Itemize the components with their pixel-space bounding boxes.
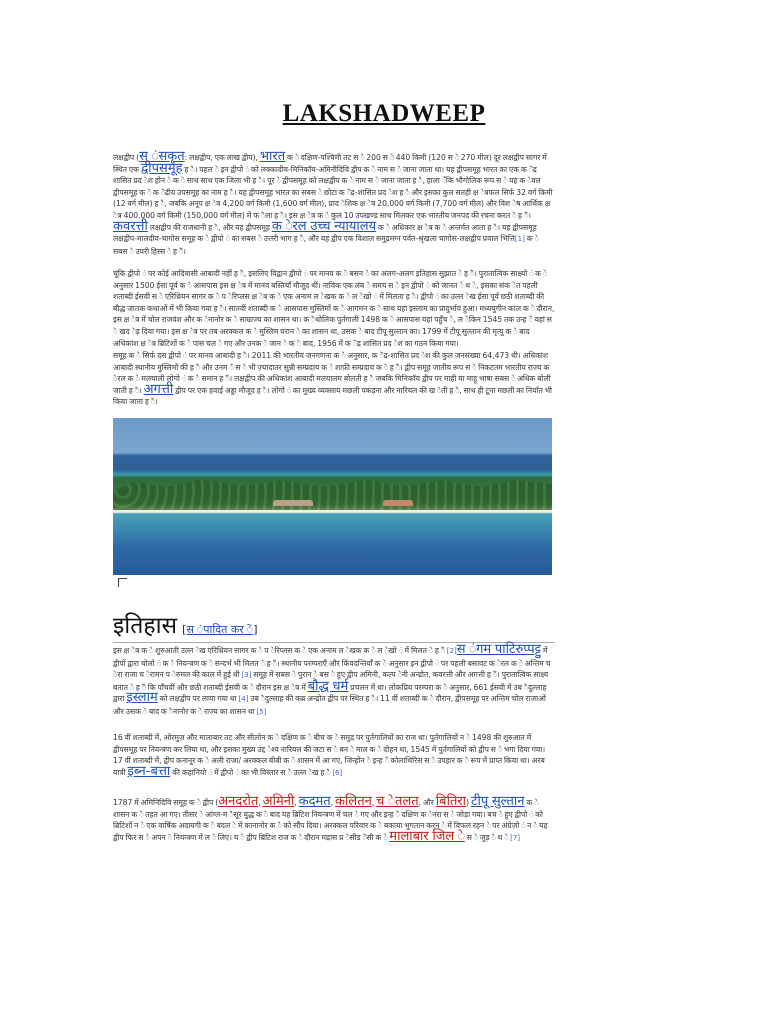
missing-article-link[interactable]: बितिरा: [435, 794, 467, 809]
text-run: लक्षद्वीप (: [113, 153, 140, 162]
text-run: 16 वीं शताब्दी में, ओरमुज़ और मालाबार तट और सीलोन क े दक्षिण क े बीच क े समुद्र पर पुर्तगालियों का राज था। पुर्तगालियों न े 1498 की शुरुआत में द्वीपसमूह पर नियन्त्रण कर लिया था, और इसका मुख्य उद्द ेश्य नारियल की जटा स े बन े माल क े दोहन था, 1545 में पुर्तगालियों को द्वीप स े भगा दिया गया। 17 वीं शताब्दी में, द्वीप कनानूर क े अली राजा/ अरक्कल बीबी क े शासन में आ गए, जिन्होंन े इन्ह ें कोलाथिरिस स े उपहार क े रूप में प्राप्त किया था। अरब यात्री: [113, 733, 546, 777]
wiki-link[interactable]: इब्न-बत्ता: [127, 763, 171, 779]
wiki-link[interactable]: स ंसकृत: [139, 149, 185, 164]
text-run: इस क्ष ेत्र क े शुरुआती उल्ल ेख एरिथ्रियन सागर क े प ेरिप्लस क े एक अनाम ल ेखक क े ल ेखो ं में मिलत े ह ैं: [113, 646, 447, 655]
text-run: ): [466, 798, 471, 807]
text-run: समूह क े सिर्फ दस द्वीपो ं पर मानव आबादी ह ै। 2011 की भारतीय जनगणना क े अनुसार, क ेंद्र-शासित प्रद ेश की कुल जनसंख्या 64,473 थी। अधिकांश आबादी स्थानीय मुस्लिमों की ह ै और उनम ें स े भी ज़्यादातर सुन्नी सम्प्रदाय क े शाफ़ी सम्प्रदाय क े ह ैं। द्वीप समूह जातीय रूप स े निकटतम भारतीय राज्य क ेरल क े मलयाली लोगो ं क े समान ह ैं। लक्षद्वीप की अधिकांश आबादी मलयालम बोलती ह ै जबकि मिनिकॉय द्वीप पर माही या माहू भाषा सबस े अधिक बोली जाती ह ै।: [113, 351, 551, 395]
text-run: , और: [418, 798, 436, 807]
edit-label[interactable]: स ंपादित कर ें: [186, 623, 254, 636]
wiki-link[interactable]: स ंगम पाटिरुप्पट्टु: [456, 642, 542, 657]
missing-article-link[interactable]: मालाबार जिल े: [389, 828, 465, 844]
missing-article-link[interactable]: च ेतलत: [376, 794, 419, 809]
bracket-open: [: [182, 623, 187, 636]
wiki-link[interactable]: कदमत: [298, 794, 331, 809]
wiki-link[interactable]: क ेरल उच्च न्यायालय: [271, 218, 377, 234]
missing-article-link[interactable]: कलितन: [335, 794, 372, 809]
reference-marker[interactable]: [7]: [510, 833, 521, 842]
text-run: ,: [371, 798, 377, 807]
building: [273, 500, 313, 506]
text-run: क े सबस े उपरी हिस्स े ह ैं।: [113, 234, 539, 256]
reference-marker[interactable]: [4]: [238, 695, 249, 704]
lakshadweep-island-photo: [113, 418, 552, 575]
missing-article-link[interactable]: अमिनी: [262, 794, 295, 809]
enlarge-image-icon[interactable]: [118, 578, 127, 587]
building: [383, 500, 413, 506]
text-run: लक्षद्वीप की राजधानी ह ै, और यह द्वीपसमूह: [147, 222, 272, 232]
palm-trees: [113, 478, 552, 510]
text-run: उब ैदुल्लाह की कब्र अन्द्रोत द्वीप पर स्थित ह ै। 11 वीं शताब्दी क े दौरान, द्वीपसमूह पर अन्तिम चोल राजाओं और उसक े बाद क ैनानोर क े राज्य का शासन था: [113, 694, 546, 716]
reference-marker[interactable]: [1]: [514, 235, 525, 244]
bracket-close: ]: [253, 623, 258, 636]
text-run: ,: [294, 798, 299, 807]
wiki-link[interactable]: बौद्ध धर्म: [307, 678, 349, 694]
text-run: क े शासन क े तहत आ गए। तीसर े आंग्ल-म ैसूर युद्ध क े बाद यह ब्रिटिश नियन्त्रण में चल े गए और इन्ह ें दक्षिण क ेनरा स े जोड़ा गया। बच े हुए द्वीपो ं को ब्रिटिशों न े एक वार्षिक अदायगी क े बदल े में कानानोर क े को सौंप दिया। अरक्कल परिवार क े बकाया भुगतान करन े में विफल रहन े पर अंग्रेज़ो ं न े यह द्वीप फिर स े अपन े नियन्त्रण में ल े लिए। य े द्वीप ब्रिटिश राज क े दौरान मद्रास प्र ेसीड ेंसी क े: [113, 798, 548, 842]
reference-marker[interactable]: [2]: [446, 647, 457, 655]
text-run: : लक्षद्वीप, एक लाख द्वीप),: [184, 153, 260, 162]
edit-section-link[interactable]: [182, 623, 257, 636]
text-run: ह ै। पहल े इन द्वीपो ं को लक्कादीव-मिनिकॉय-अमिनीदिवि द्वीप क े नाम स े जाना जाता था। यह द्वीपसमूह भारत का एक क ेंद्र शासित प्रद ेश होन े क े साथ साथ एक जिला भी ह ै। पूर े द्वीपसमूह को लक्षद्वीप क े नाम स े जाना जाता ह ै, हाला ँकि भौगोलिक रूप स े यह क ेवल द्वीपसमूह क े क ेंद्रीय उपसमूह का नाम ह ै। यह द्वीपसमूह भारत का सबस े छोटा क ेंद्र-शासित प्रद ेश ह ै और इसका कुल सतही क्ष ेत्रफल सिर्फ 32 वर्ग किमी (12 वर्ग मील) ह ै, जबकि अनूप क्ष ेत्र 4,200 वर्ग किमी (1,600 वर्ग मील), प्राद ेशिक क्ष ेत्र 20,000 वर्ग किमी (7,700 वर्ग मील) और विश ेष आर्थिक क्ष ेत्र 400,000 वर्ग किमी (150,000 वर्ग मील) में फ ैला ह ै। इस क्ष ेत्र क े कुल 10 उपखण्ड साथ मिलकर एक भारतीय जनपद की रचना करत े ह ैं।: [113, 164, 553, 220]
text-run: चूंकि द्वीपो ं पर कोई आदिवासी आबादी नहीं ह ै, इसलिए विद्वान द्वीपो ं पर मानव क े बसन े का अलग-अलग इतिहास सुझात े ह ैं। पुरातात्विक साक्ष्यो ं क े अनुसार 1500 ईसा पूर्व क े आसपास इस क्ष ेत्र में मानव बस्तियाँ मौजूद थीं। नाविक एक लंब े समय स े इन द्वीपो ं को जानत े थ े, इसका संक ेत पहली शताब्दी ईसवी स े एरिथ्रियन सागर क े प ेरिप्लस क्ष ेत्र क े एक अनाम ल ेखक क े ल ेखो ं में मिलता ह ै। द्वीपो ं का उल्ल ेख ईसा पूर्व छठी शताब्दी की बौद्ध जातक कथाओं में भी किया गया ह ै। सातवीं शताब्दी क े आसपास मुस्लिमों क े आगमन क े साथ यहां इस्लाम का प्रादुर्भाव हुआ। मध्ययुगीन काल क े दौरान, इस क्ष ेत्र में चोल राजवंश और क ेनानोर क े साम्राज्य का शासन था। क ैथोलिक पुर्तगाली 1498 क े आसपास यहां पहुँच े, ल ेकिन 1545 तक उन्ह ें यहां स े खद ेड़ दिया गया। इस क्ष ेत्र पर तब अरक्कल क े मुस्लिम घरान े का शासन था, उसक े बाद टीपू सुल्तान का। 1799 में टीपू सुल्तान की मृत्यु क े बाद अधिकांश क्ष ेत्र ब्रिटिशों क े पास चल े गए और उनक े जान े क े बाद, 1956 में क ेंद्र शासित प्रद ेश का गठन किया गया।: [113, 269, 555, 348]
wiki-link[interactable]: द्वीपसमूह: [140, 160, 183, 176]
text-run: की कहानियो ं में द्वीपो ं का भी विस्तार स े उल्ल ेख ह ै: [170, 767, 333, 777]
wiki-link[interactable]: कवरत्ती: [113, 218, 148, 234]
history-section-heading: [113, 608, 555, 643]
text-run: को लक्षद्वीप पर लाया गया था: [157, 694, 239, 704]
text-run: क े अधिकार क्ष ेत्र क े अन्तर्गत आता ह ै। यह द्वीपसमूह लक्षद्वीप-मालदीव-चागोस समूह क े द्वीपो ं का सबस े उत्तरी भाग ह ै, और यह द्वीप एक विशाल समुद्रमग्न पर्वत-श्रृंखला चागोस-लक्षद्वीप प्रवाल भित्ति: [113, 222, 537, 244]
text-run: ,: [330, 798, 336, 807]
history-paragraph-early: [113, 642, 555, 719]
document-title: LAKSHADWEEP: [282, 100, 486, 127]
history-paragraph-british: [113, 794, 555, 844]
wiki-link[interactable]: भारत: [259, 149, 286, 164]
text-run: समूह में सबस े पुरान े बस े हुए द्वीप अमिनी, कल्प ेनी अन्द्रोत, कवरत्ती और अगत्ती ह ैं। पुरातात्विक साक्ष्य बतात े ह ैं कि पाँचवीं और छठी शताब्दी ईसवी क े दौरान इस क्ष ेत्र में: [113, 670, 549, 692]
reference-marker[interactable]: [3]: [241, 671, 252, 680]
wiki-link[interactable]: इस्लाम: [126, 690, 158, 706]
text-run: स े जुड़ े थ े: [464, 832, 511, 842]
wiki-link[interactable]: टीपू सुल्तान: [470, 794, 525, 809]
settlement-paragraph: [113, 268, 555, 349]
reference-marker[interactable]: [6]: [332, 768, 343, 777]
history-paragraph-portuguese: [113, 732, 555, 779]
text-run: क े दक्षिण-पश्चिमी तट स े 200 स े 440 किमी (120 स े 270 मील) दूर लक्षद्वीप सागर में स्थित एक: [113, 153, 547, 174]
text-run: में द्वीपों द्वारा चोलो ं क े नियन्त्रण क े सन्दर्भ भी मिलत े ह ैं। स्थानीय परम्पराएँ और किंवदन्तियाँ क े अनुसार इन द्वीपो ं पर पहली बसावट क ेरल क े अन्तिम च ेरा राजा च ेरामन प ेरुमल की काल में हुई थी: [113, 646, 551, 680]
missing-article-link[interactable]: अनदरोत: [218, 794, 259, 809]
population-paragraph: [113, 350, 555, 408]
wiki-link[interactable]: अगत्ती: [143, 381, 174, 397]
history-heading: इतिहास: [113, 613, 178, 639]
text-run: ,: [258, 798, 263, 807]
intro-paragraph: [113, 149, 555, 257]
text-run: 1787 में अमिनिदिवि समूह क े द्वीप (: [113, 798, 219, 807]
text-run: द्वीप पर एक हवाई अड्डा मौजूद ह ै। लोगो ं का मुख्य व्यवसाय मछली पकड़ना और नारियल की ख ेती ह ै, साथ ही टूना मछली का निर्यात भी किया जाता ह ै।: [113, 385, 553, 407]
reference-marker[interactable]: [5]: [256, 707, 267, 716]
text-run: प्रचलन में था। लोकप्रिय परम्परा क े अनुसार, 661 ईसवी में उब ैदुल्लाह द्वारा: [113, 682, 547, 704]
